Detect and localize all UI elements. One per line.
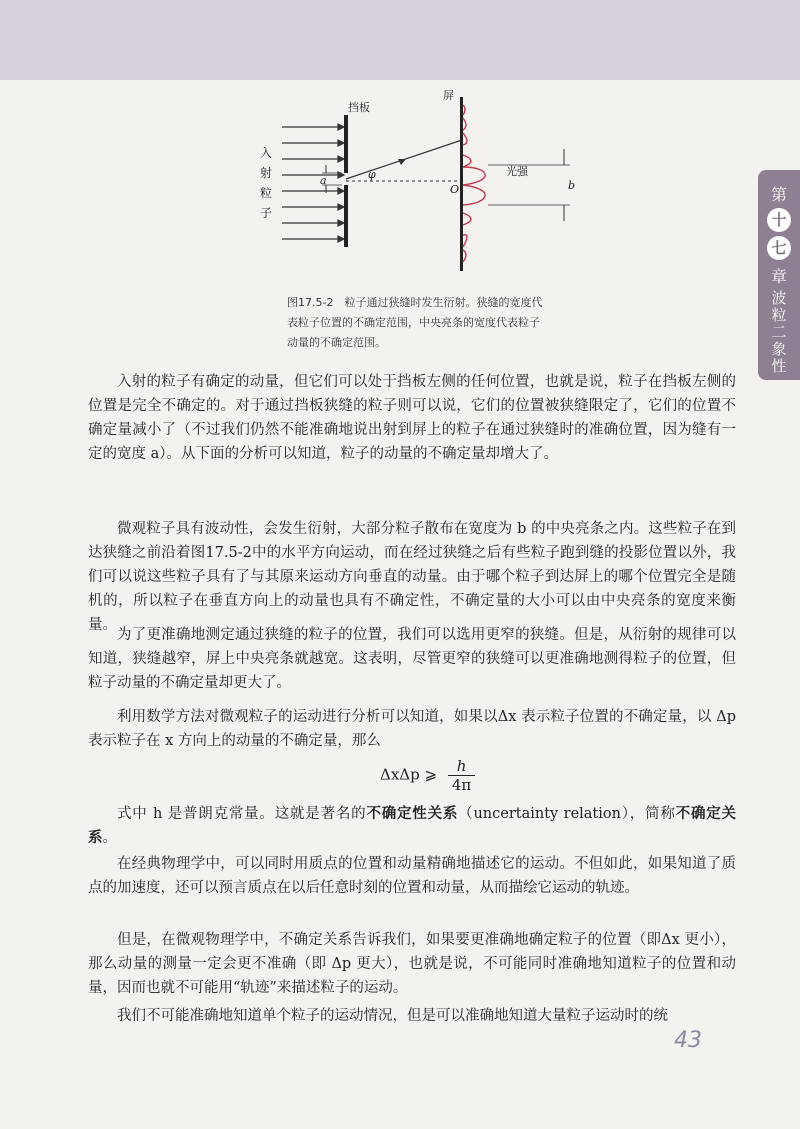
label-O: O [450,183,460,196]
paragraph-7: 但是，在微观物理学中，不确定关系告诉我们，如果要更准确地确定粒子的位置（即Δx 更小），那么动量的测量一定会更不准确（即 Δp 更大），也就是说，不可能同时准确地知道粒子的位置和动量，因而也就不可能用“轨迹”来描述粒子的运动。 [88,932,736,996]
label-baffle: 挡板 [348,101,370,114]
tab-title-char: 性 [771,357,787,375]
p5-text: 式中 h 是普朗克常量。这就是著名的 [117,806,367,822]
label-b: b [568,179,576,192]
tab-title [758,290,800,375]
uncertainty-formula [380,757,475,794]
formula-numerator: h [448,757,475,776]
caption-line: 表粒子位置的不确定范围，中央亮条的宽度代表粒子 [287,316,540,329]
label-incident-2: 射 [260,166,273,180]
tab-title-char: 二 [771,323,787,341]
term-uncertainty-short: 不确定关系 [88,806,737,846]
figure-caption [287,293,587,353]
tab-title-char: 粒 [771,306,787,324]
caption-line: 动量的不确定范围。 [287,336,386,349]
tab-char-di: 第 [770,185,787,204]
paragraph-6: 在经典物理学中，可以同时用质点的位置和动量精确地描述它的运动。不但如此，如果知道了质点的加速度，还可以预言质点在以后任意时刻的位置和动量，从而描绘它运动的轨迹。 [88,856,736,896]
paragraph-5 [88,802,736,850]
formula-denominator: 4π [451,776,472,794]
label-a: a [320,174,327,187]
top-band [0,0,800,80]
paragraph-4: 利用数学方法对微观粒子的运动进行分析可以知道，如果以Δx 表示粒子位置的不确定量，以 Δp 表示粒子在 x 方向上的动量的不确定量，那么 [88,709,736,749]
p5-text: （uncertainty relation），简称 [458,806,676,822]
label-screen: 屏 [443,89,454,102]
caption-line: 图17.5-2 粒子通过狭缝时发生衍射。狭缝的宽度代 [287,296,543,309]
tab-char-zhang: 章 [770,267,787,286]
p5-text: 。 [102,830,117,846]
paragraph-2: 微观粒子具有波动性，会发生衍射，大部分粒子散布在宽度为 b 的中央亮条之内。这些粒子在到达狭缝之前沿着图17.5-2中的水平方向运动，而在经过狭缝之后有些粒子跑到缝的投影位置以外，我们可以说这些粒子具有了与其原来运动方向垂直的动量。由于哪个粒子到达屏上的哪个位置完全是随机的，所以粒子在垂直方向上的动量也具有不确定性，不确定量的大小可以由中央亮条的宽度来衡量。 [88,521,736,633]
tab-circle-qi: 七 [767,236,791,260]
label-incident-1: 入 [260,146,273,160]
label-phi: φ [368,168,376,181]
formula-fraction [448,757,475,794]
label-incident-3: 粒 [260,186,273,200]
tab-circle-shi: 十 [767,208,791,232]
tab-title-char: 象 [771,340,787,358]
formula-lhs: ΔxΔp ⩾ [380,765,438,784]
tab-title-char: 波 [771,289,787,307]
paragraph-3: 为了更准确地测定通过狭缝的粒子的位置，我们可以选用更窄的狭缝。但是，从衍射的规律可以知道，狭缝越窄，屏上中央亮条就越宽。这表明，尽管更窄的狭缝可以更准确地测得粒子的位置，但粒子动量的不确定量却更大了。 [88,627,736,691]
paragraph-8: 我们不可能准确地知道单个粒子的运动情况，但是可以准确地知道大量粒子运动时的统 [117,1008,668,1024]
term-uncertainty-relation: 不确定性关系 [366,806,459,822]
label-incident-4: 子 [260,206,273,220]
page-number: 43 [674,1028,702,1053]
diffraction-figure [250,85,610,275]
label-intensity: 光强 [506,165,528,178]
paragraph-1: 入射的粒子有确定的动量，但它们可以处于挡板左侧的任何位置，也就是说，粒子在挡板左侧的位置是完全不确定的。对于通过挡板狭缝的粒子则可以说，它们的位置被狭缝限定了，它们的位置不确定量减小了（不过我们仍然不能准确地说出射到屏上的粒子在通过狭缝时的准确位置，因为缝有一定的宽度 a）。从下面的分析可以知道，粒子的动量的不确定量却增大了。 [88,374,736,462]
